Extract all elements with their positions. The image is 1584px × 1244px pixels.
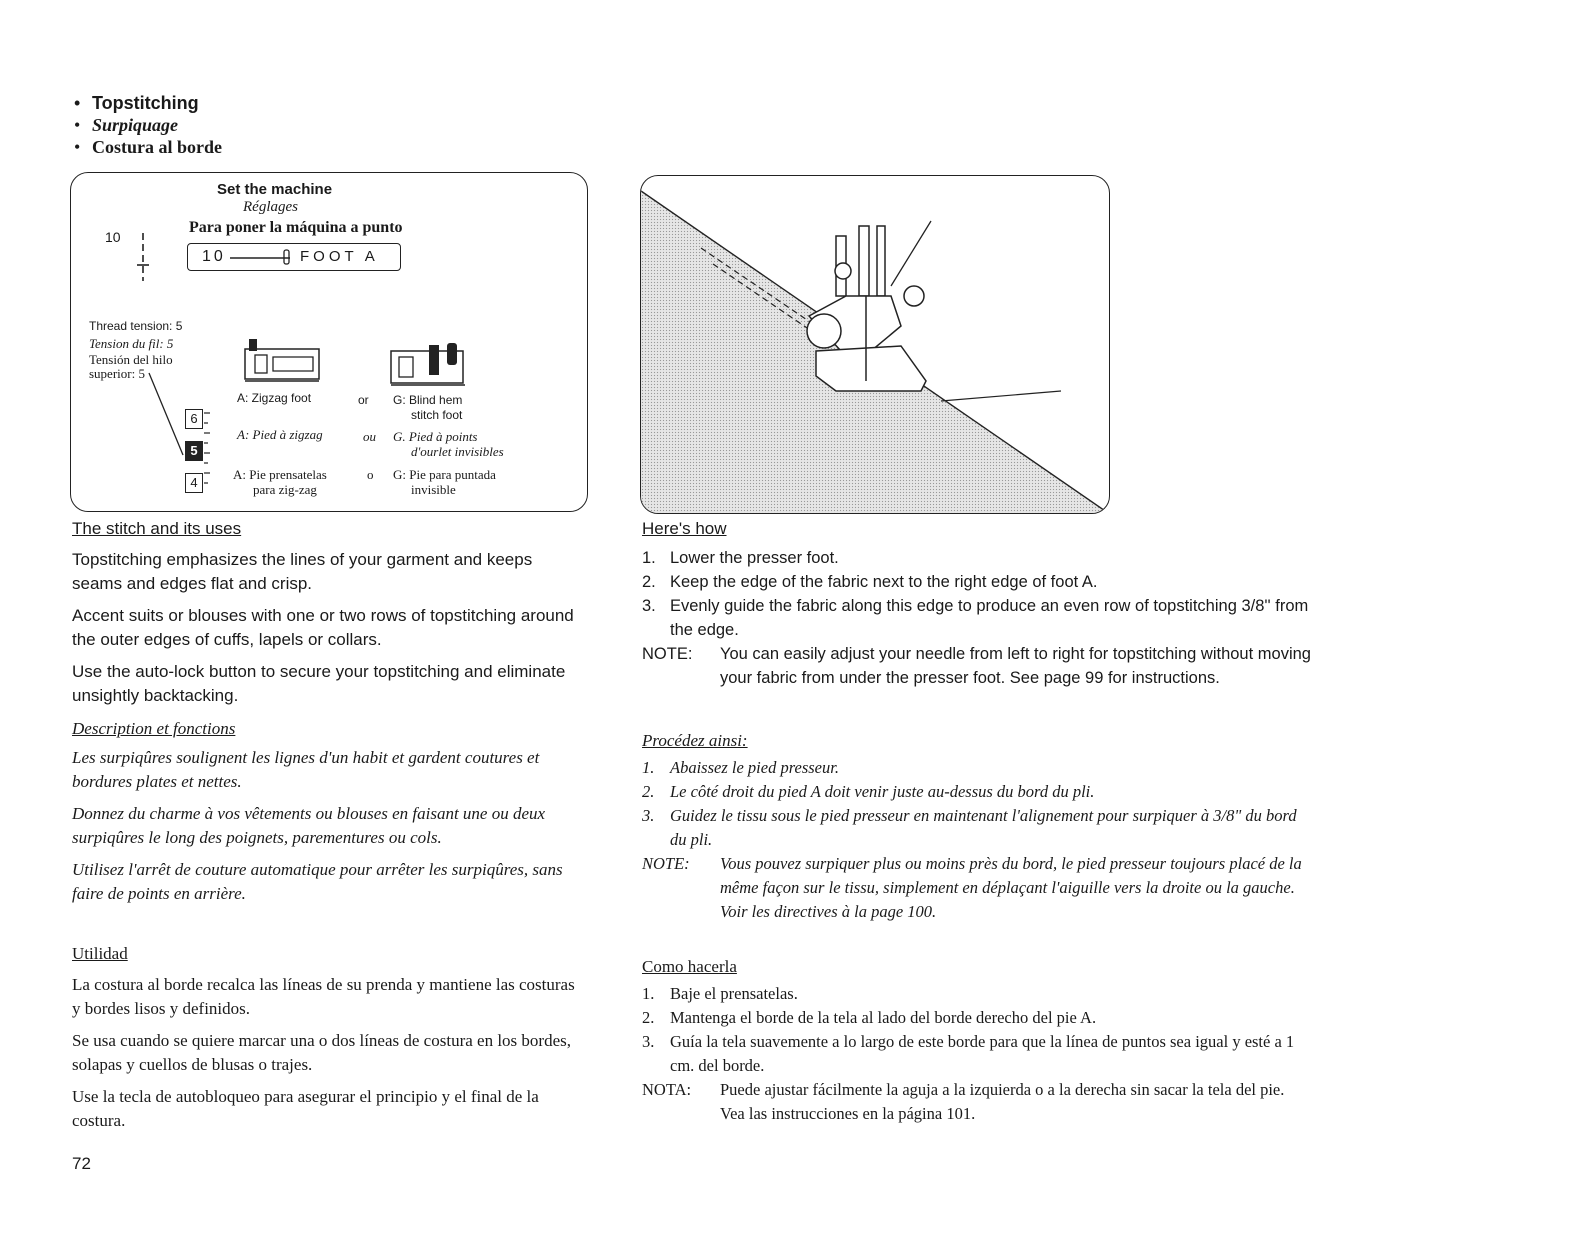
- thread-tension-en: Thread tension: 5: [89, 319, 183, 333]
- settings-title-en: Set the machine: [217, 181, 333, 198]
- uses-section-en: [72, 518, 582, 716]
- foot-a-es: A: Pie prensatelas para zig-zag: [233, 467, 327, 497]
- settings-title-es: Para poner la máquina a punto: [189, 219, 403, 236]
- step-item: 2. Le côté droit du pied A doit venir juste au-dessus du bord du pli.: [642, 782, 1095, 801]
- dial-value-5: 5: [185, 441, 203, 461]
- note-item: NOTA: Puede ajustar fácilmente la aguja a la izquierda o a la derecha sin sacar la tela del pie. Vea las instrucciones en la página 101.: [642, 1080, 1285, 1123]
- uses-para: Utilisez l'arrêt de couture automatique pour arrêter les surpiqûres, sans faire de points en arrière.: [72, 860, 563, 903]
- uses-para: Accent suits or blouses with one or two rows of topstitching around the outer edges of cuffs, lapels or collars.: [72, 606, 574, 649]
- machine-settings-box: [70, 172, 588, 512]
- howto-section-es: [642, 956, 1312, 1126]
- title-block: [74, 92, 222, 158]
- foot-a-en: A: Zigzag foot: [237, 391, 312, 405]
- step-item: 1. Baje el prensatelas.: [642, 984, 798, 1003]
- foot-g-en: G: Blind hem stitch foot: [393, 393, 463, 422]
- howto-heading-es: Como hacerla: [642, 957, 737, 976]
- uses-heading-en: The stitch and its uses: [72, 519, 242, 538]
- topstitching-illustration: [640, 175, 1110, 514]
- howto-section-en: [642, 518, 1312, 690]
- uses-para: Donnez du charme à vos vêtements ou blouses en faisant une ou deux surpiqûres le long des poignets, parementures ou cols.: [72, 804, 546, 847]
- title-es: • Costura al borde: [74, 137, 222, 157]
- dial-value-6: 6: [185, 409, 203, 429]
- presser-foot-drawing: [641, 176, 1110, 514]
- thread-tension-fr: Tension du fil: 5: [89, 336, 174, 351]
- or-es: o: [367, 467, 374, 482]
- step-item: 1. Lower the presser foot.: [642, 549, 839, 567]
- step-item: 3. Evenly guide the fabric along this edge to produce an even row of topstitching 3/8'' from the edge.: [642, 597, 1309, 639]
- straight-stitch-icon: [133, 231, 153, 283]
- uses-para: Les surpiqûres soulignent les lignes d'un habit et gardent coutures et bordures plates et nettes.: [72, 748, 540, 791]
- uses-para: Se usa cuando se quiere marcar una o dos líneas de costura en los bordes, solapas y cuellos de blusas o trajes.: [72, 1031, 571, 1074]
- title-en: • Topstitching: [74, 93, 199, 113]
- tension-pointer-line: [147, 371, 187, 461]
- uses-heading-fr: Description et fonctions: [72, 719, 236, 738]
- step-item: 1. Abaissez le pied presseur.: [642, 758, 839, 777]
- step-item: 3. Guía la tela suavemente a lo largo de este borde para que la línea de puntos sea igual y esté a 1 cm. del borde.: [642, 1032, 1295, 1075]
- thread-tension-es: Tensión del hilo superior: 5: [89, 352, 173, 381]
- or-fr: ou: [363, 429, 376, 444]
- zigzag-foot-icon: [243, 335, 325, 385]
- uses-para: Use la tecla de autobloqueo para asegurar el principio y el final de la costura.: [72, 1087, 539, 1130]
- page-number: 72: [72, 1154, 91, 1173]
- uses-section-fr: [72, 718, 582, 914]
- foot-g-fr: G. Pied à points d'ourlet invisibles: [393, 429, 504, 459]
- howto-section-fr: [642, 730, 1312, 924]
- stitch-number: 10: [105, 229, 121, 245]
- step-item: 3. Guidez le tissu sous le pied presseur en maintenant l'alignement pour surpiquer à 3/8" du bord du pli.: [642, 806, 1297, 849]
- uses-para: Use the auto-lock button to secure your topstitching and eliminate unsightly backtacking.: [72, 662, 566, 705]
- lcd-foot-text: FOOT A: [300, 248, 379, 265]
- dial-value-4: 4: [185, 473, 203, 493]
- lcd-stitch-number: 10: [202, 248, 226, 265]
- howto-heading-fr: Procédez ainsi:: [642, 731, 748, 750]
- uses-para: Topstitching emphasizes the lines of your garment and keeps seams and edges flat and crisp.: [72, 550, 533, 593]
- step-item: 2. Keep the edge of the fabric next to the right edge of foot A.: [642, 573, 1098, 591]
- foot-a-fr: A: Pied à zigzag: [237, 427, 323, 442]
- or-en: or: [358, 393, 369, 407]
- settings-title-fr: Réglages: [243, 199, 298, 215]
- tension-dial-icon: [183, 409, 209, 495]
- blind-hem-foot-icon: [389, 341, 469, 387]
- uses-heading-es: Utilidad: [72, 944, 128, 963]
- lcd-stitch-icon: [228, 248, 292, 268]
- uses-section-es: [72, 943, 582, 1141]
- step-item: 2. Mantenga el borde de la tela al lado del borde derecho del pie A.: [642, 1008, 1097, 1027]
- uses-para: La costura al borde recalca las líneas de su prenda y mantiene las costuras y bordes lisos y definidos.: [72, 975, 575, 1018]
- foot-g-es: G: Pie para puntada invisible: [393, 467, 496, 497]
- howto-heading-en: Here's how: [642, 519, 727, 538]
- note-item: NOTE: Vous pouvez surpiquer plus ou moins près du bord, le pied presseur toujours placé de la même façon sur le tissu, simplement en déplaçant l'aiguille vers la droite ou la gauche. Voir les directives à la page 100.: [642, 854, 1302, 921]
- title-fr: • Surpiquage: [74, 115, 179, 135]
- lcd-display: [187, 243, 401, 271]
- note-item: NOTE: You can easily adjust your needle from left to right for topstitching without moving your fabric from under the presser foot. See page 99 for instructions.: [642, 645, 1311, 687]
